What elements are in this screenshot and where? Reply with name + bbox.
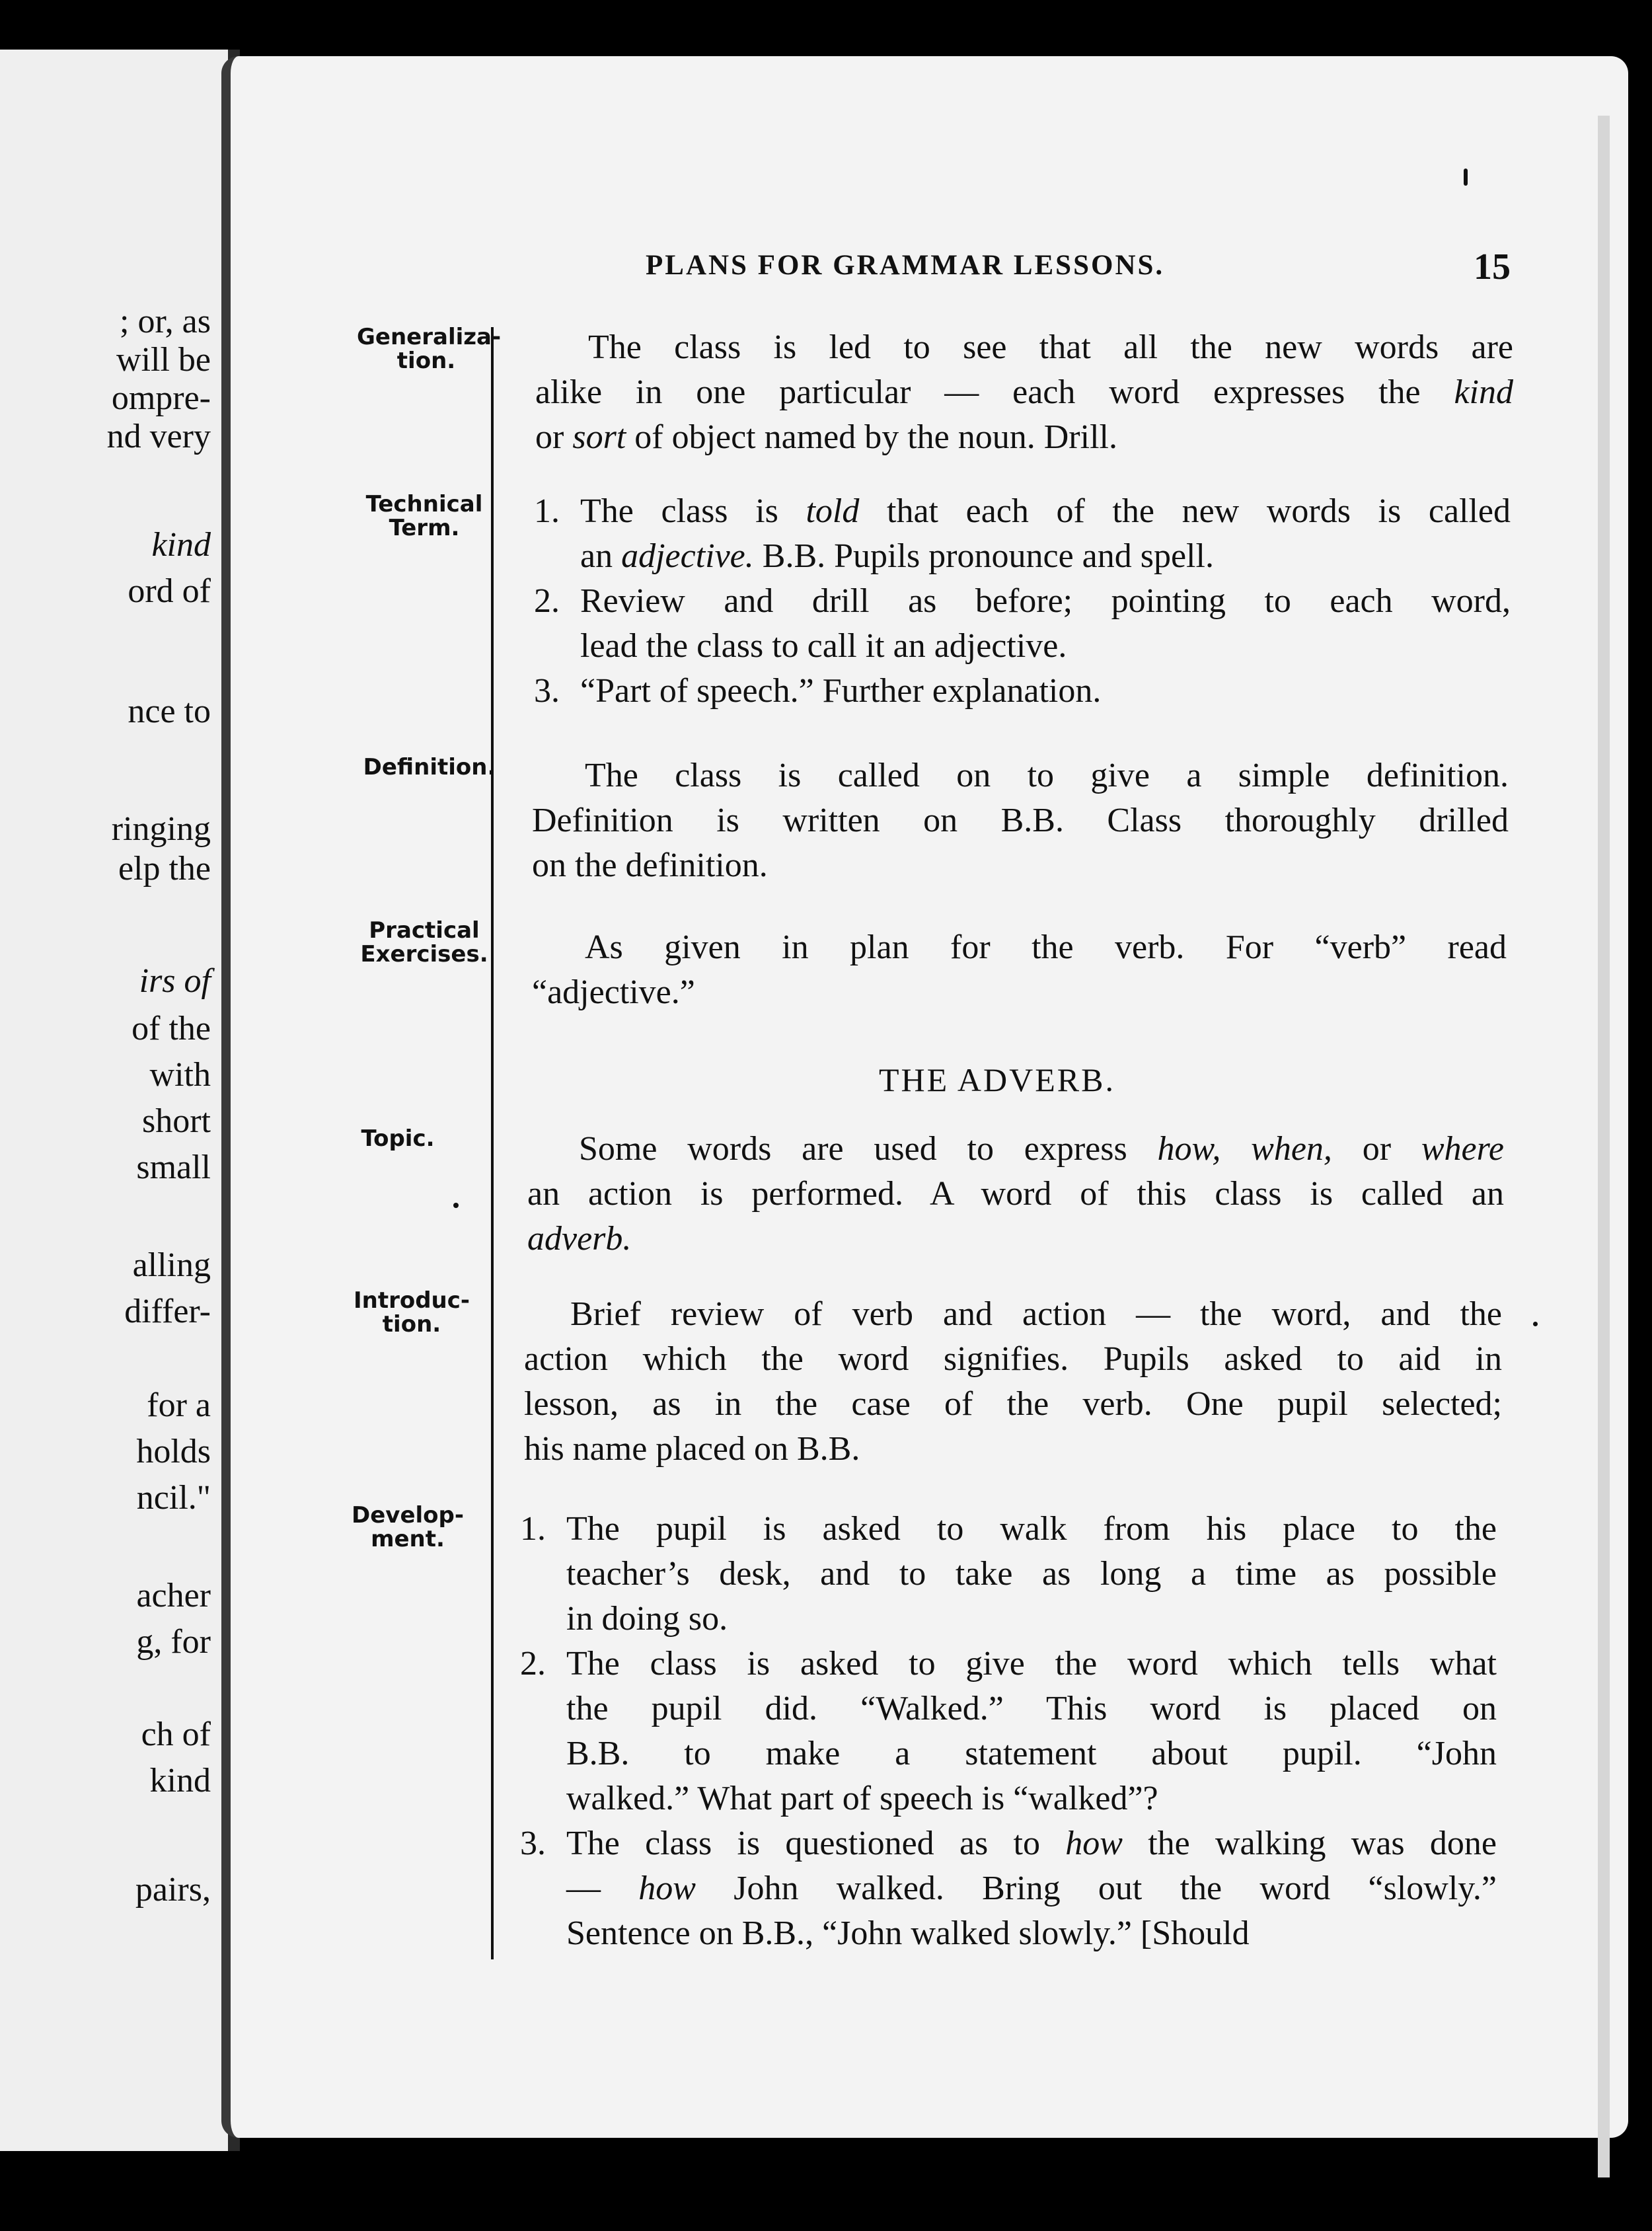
italic-run: adverb. — [527, 1220, 632, 1258]
development-list — [520, 1507, 1497, 1956]
text-run: an — [580, 537, 622, 575]
italic-run: how — [638, 1870, 696, 1907]
text-run: of object named by the noun. Drill. — [626, 418, 1117, 456]
text-line: action which the word signifies. Pupils asked to aid in — [524, 1340, 1502, 1378]
list-item — [534, 669, 1511, 714]
left-page-line: kind — [151, 526, 211, 564]
text-run: or — [535, 418, 573, 456]
label-development — [338, 1503, 477, 1551]
text-line: The pupil is asked to walk from his place to the — [566, 1510, 1497, 1548]
italic-run: where — [1421, 1130, 1504, 1168]
text-line: B.B. to make a statement about pupil. “John — [566, 1735, 1497, 1772]
text-line — [580, 579, 1511, 624]
left-page-line: ringing — [111, 810, 211, 848]
list-item — [520, 1821, 1497, 1956]
label-line: tion. — [396, 348, 456, 374]
text-line — [527, 1127, 1504, 1172]
text-line — [580, 534, 1511, 579]
page-edge-shadow — [1598, 116, 1610, 2177]
label-practical-exercises — [355, 919, 494, 966]
text-line — [580, 669, 1511, 714]
text-line: his name placed on B.B. — [524, 1430, 860, 1468]
text-run: the walking was done — [1122, 1825, 1497, 1862]
text-line: in doing so. — [566, 1600, 728, 1638]
text-run: , “John walked slowly.” [Should — [805, 1914, 1250, 1952]
left-page-line: small — [136, 1149, 211, 1186]
text-run: an action is performed. A word of this class is called an — [527, 1175, 1504, 1213]
left-page-line: ord of — [128, 572, 211, 610]
scan-speck — [1533, 1322, 1538, 1326]
left-page-line: irs of — [139, 962, 211, 1000]
left-facing-page — [0, 50, 240, 2151]
left-page-line: ompre- — [111, 379, 211, 417]
left-page-line: alling — [132, 1246, 211, 1284]
italic-run: sort — [572, 418, 626, 456]
label-technical-term — [355, 492, 494, 540]
text-line: the pupil did. “Walked.” This word is placed on — [566, 1690, 1497, 1727]
list-item — [534, 489, 1511, 579]
text-run: “Part of speech.” Further explanation. — [580, 672, 1102, 710]
left-page-line: elp the — [118, 850, 211, 888]
text-run: that each of the new words is called — [859, 492, 1511, 530]
left-page-line: g, for — [136, 1623, 211, 1661]
text-line — [566, 1866, 1497, 1911]
label-line: ment. — [371, 1526, 445, 1552]
margin-rule — [491, 327, 494, 1959]
italic-run: told — [806, 492, 860, 530]
list-text — [566, 1507, 1497, 1642]
text-run: John walked. Bring out the word “slowly.” — [695, 1870, 1497, 1907]
text-line — [580, 489, 1511, 534]
label-line: Term. — [389, 515, 460, 541]
list-number: 1. — [520, 1510, 546, 1548]
left-page-line: nce to — [128, 693, 211, 730]
left-page-line: for a — [147, 1386, 211, 1424]
text-line — [535, 370, 1513, 415]
text-line: walked.” What part of speech is “walked”? — [566, 1780, 1158, 1817]
left-page-line: nd very — [106, 418, 211, 455]
left-page-line: kind — [149, 1762, 211, 1799]
text-line: teacher’s desk, and to take as long a time as possible — [566, 1555, 1497, 1593]
label-generalization — [357, 324, 502, 374]
text-run: lead the class to call it an adjective. — [580, 627, 1067, 665]
label-line: Technical — [365, 491, 483, 517]
label-line: Introduc- — [353, 1287, 470, 1314]
text-run: The class is questioned as to — [566, 1825, 1066, 1862]
text-line: Brief review of verb and action — the word, and the — [570, 1295, 1502, 1333]
text-run: Sentence on — [566, 1914, 742, 1952]
text-line — [566, 1911, 1497, 1956]
running-header: PLANS FOR GRAMMAR LESSONS. — [646, 250, 1165, 281]
page-number: 15 — [1474, 246, 1511, 287]
practical-exercises-paragraph — [532, 925, 1507, 1015]
label-line: Practical — [369, 917, 480, 944]
list-text — [580, 489, 1511, 579]
text-line: As given in plan for the verb. For “verb” read — [585, 928, 1507, 966]
italic-run: kind — [1454, 373, 1513, 411]
text-line — [580, 624, 1511, 669]
text-line: Definition is written on B.B. Class thoroughly drilled — [532, 802, 1509, 839]
list-item — [534, 579, 1511, 669]
left-page-line: short — [142, 1102, 211, 1140]
text-run: B.B. — [741, 1914, 806, 1952]
text-line: The class is asked to give the word which tells what — [566, 1645, 1497, 1683]
text-run: — — [566, 1870, 639, 1907]
left-page-line: ncil." — [136, 1479, 211, 1517]
list-number: 3. — [534, 672, 560, 710]
scan-speck — [1464, 169, 1468, 186]
text-line — [527, 1217, 1504, 1262]
label-line: Exercises. — [360, 941, 488, 967]
list-number: 2. — [534, 582, 560, 620]
text-line — [527, 1172, 1504, 1217]
list-number: 3. — [520, 1825, 546, 1862]
text-run: alike in one particular — each word expresses the — [535, 373, 1454, 411]
text-run: The class is led to see that all the new words are — [588, 328, 1513, 366]
italic-run: how — [1065, 1825, 1123, 1862]
left-page-line: ; or, as — [120, 303, 211, 340]
text-run: B.B. Pupils pronounce and spell. — [753, 537, 1214, 575]
list-text — [566, 1821, 1497, 1956]
left-page-line: of the — [131, 1010, 211, 1047]
text-line: The class is called on to give a simple definition. — [585, 757, 1509, 794]
left-page-line: will be — [116, 341, 211, 379]
text-line — [535, 415, 1513, 460]
technical-term-list — [534, 489, 1511, 714]
topic-paragraph — [527, 1127, 1504, 1262]
label-introduction — [342, 1289, 481, 1336]
text-line: lesson, as in the case of the verb. One pupil selected; — [524, 1385, 1502, 1423]
list-number: 1. — [534, 492, 560, 530]
introduction-paragraph — [524, 1292, 1502, 1472]
list-number: 2. — [520, 1645, 546, 1683]
text-run: Some words are used to express — [579, 1130, 1158, 1168]
label-definition — [360, 755, 499, 779]
italic-run: adjective. — [621, 537, 754, 575]
list-text — [566, 1642, 1497, 1821]
label-line: tion. — [382, 1311, 441, 1338]
list-text — [580, 579, 1511, 669]
section-heading: THE ADVERB. — [879, 1061, 1115, 1098]
label-line: Develop- — [352, 1502, 464, 1529]
text-run: Review and drill as before; pointing to each word, — [580, 582, 1511, 620]
italic-run: how, when, — [1157, 1130, 1332, 1168]
scan-speck — [453, 1203, 459, 1208]
text-line — [535, 325, 1513, 370]
list-text — [580, 669, 1511, 714]
left-page-line: differ- — [124, 1293, 211, 1330]
definition-paragraph — [532, 753, 1509, 888]
text-line: “adjective.” — [532, 973, 695, 1011]
list-item — [520, 1507, 1497, 1642]
text-line: on the definition. — [532, 847, 768, 884]
label-line: Definition. — [363, 754, 496, 780]
left-page-line: acher — [136, 1577, 211, 1614]
text-run: The class is — [580, 492, 806, 530]
left-page-line: with — [149, 1056, 211, 1094]
left-page-line: pairs, — [135, 1871, 211, 1909]
text-run: or — [1332, 1130, 1421, 1168]
left-page-line: holds — [136, 1433, 211, 1470]
text-line — [566, 1821, 1497, 1866]
label-line: Generaliza- — [357, 324, 502, 350]
generalization-paragraph — [535, 325, 1513, 460]
label-topic — [328, 1127, 467, 1151]
list-item — [520, 1642, 1497, 1821]
left-page-line: ch of — [141, 1716, 211, 1753]
label-line: Topic. — [361, 1125, 435, 1152]
